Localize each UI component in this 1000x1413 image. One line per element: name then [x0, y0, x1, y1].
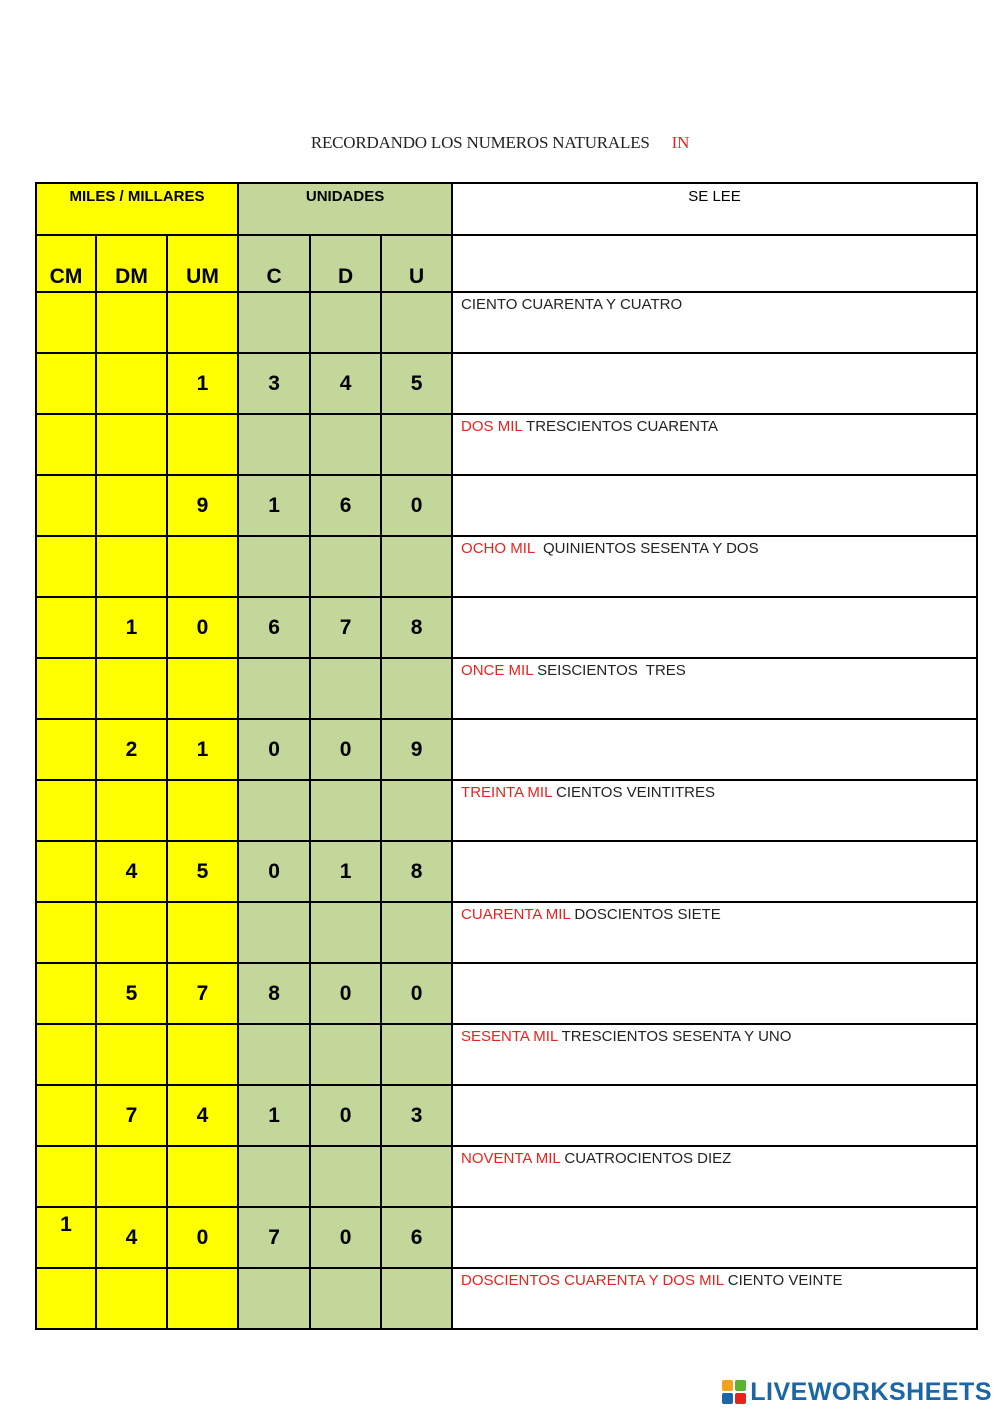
- digit-cell-dm: 1: [96, 597, 167, 658]
- table-row: [36, 902, 977, 963]
- reading-cell[interactable]: [452, 1207, 977, 1268]
- digit-cell-u: 8: [381, 597, 452, 658]
- digit-cell-c: 1: [238, 475, 310, 536]
- digit-cell-um[interactable]: [167, 1268, 238, 1329]
- digit-cell-d[interactable]: [310, 780, 381, 841]
- reading-thousands-part: DOS MIL: [461, 418, 523, 435]
- digit-cell-d[interactable]: [310, 902, 381, 963]
- digit-cell-um[interactable]: [167, 658, 238, 719]
- digit-cell-c[interactable]: [238, 292, 310, 353]
- reading-units-part: DOSCIENTOS SIETE: [570, 906, 721, 923]
- title-text: RECORDANDO LOS NUMEROS NATURALES: [310, 133, 650, 152]
- digit-cell-dm[interactable]: [96, 1146, 167, 1207]
- digit-cell-um: 1: [167, 719, 238, 780]
- digit-cell-u: 6: [381, 1207, 452, 1268]
- digit-cell-cm[interactable]: [36, 780, 96, 841]
- digit-cell-um[interactable]: [167, 414, 238, 475]
- place-value-table: [35, 182, 978, 1330]
- table-row: [36, 841, 977, 902]
- digit-cell-dm: 2: [96, 719, 167, 780]
- digit-cell-d[interactable]: [310, 1146, 381, 1207]
- reading-cell: [452, 1146, 977, 1207]
- digit-cell-dm[interactable]: [96, 414, 167, 475]
- digit-cell-um[interactable]: [167, 536, 238, 597]
- digit-cell-um[interactable]: [167, 1146, 238, 1207]
- digit-cell-um: 4: [167, 1085, 238, 1146]
- reading-cell[interactable]: [452, 963, 977, 1024]
- table-row: [36, 780, 977, 841]
- column-u: U: [381, 235, 452, 292]
- digit-cell-cm[interactable]: [36, 719, 96, 780]
- reading-cell: [452, 658, 977, 719]
- reading-cell[interactable]: [452, 597, 977, 658]
- digit-cell-dm: 4: [96, 1207, 167, 1268]
- liveworksheets-logo: [722, 1377, 992, 1407]
- column-um: UM: [167, 235, 238, 292]
- digit-cell-um[interactable]: [167, 1024, 238, 1085]
- reading-thousands-part: NOVENTA MIL: [461, 1150, 561, 1167]
- table-row: [36, 414, 977, 475]
- worksheet-title: [0, 133, 1000, 153]
- table-row: [36, 1207, 977, 1268]
- reading-units-part: TRESCIENTOS SESENTA Y UNO: [557, 1028, 792, 1045]
- reading-thousands-part: SESENTA MIL: [461, 1028, 558, 1045]
- header-se-lee: SE LEE: [452, 183, 977, 235]
- digit-cell-um[interactable]: [167, 780, 238, 841]
- digit-cell-c[interactable]: [238, 1024, 310, 1085]
- title-tag: IN: [671, 133, 690, 152]
- reading-cell: [452, 536, 977, 597]
- digit-cell-u: 0: [381, 963, 452, 1024]
- table-row: [36, 1024, 977, 1085]
- reading-thousands-part: ONCE MIL: [461, 662, 533, 679]
- table-row: [36, 658, 977, 719]
- digit-cell-cm[interactable]: [36, 353, 96, 414]
- table-row: [36, 536, 977, 597]
- digit-cell-um[interactable]: [167, 902, 238, 963]
- table-row: [36, 1268, 977, 1329]
- digit-cell-u: 8: [381, 841, 452, 902]
- reading-units-part: CIENTOS VEINTITRES: [551, 784, 715, 801]
- digit-cell-u: 9: [381, 719, 452, 780]
- digit-cell-cm[interactable]: [36, 1024, 96, 1085]
- digit-cell-d: 0: [310, 963, 381, 1024]
- reading-units-part: QUINIENTOS SESENTA Y DOS: [534, 540, 759, 557]
- reading-cell: [452, 1268, 977, 1329]
- table-row: [36, 719, 977, 780]
- reading-cell[interactable]: [452, 841, 977, 902]
- digit-cell-cm[interactable]: [36, 292, 96, 353]
- digit-cell-d: 0: [310, 1085, 381, 1146]
- digit-cell-d[interactable]: [310, 292, 381, 353]
- table-row: [36, 963, 977, 1024]
- digit-cell-cm[interactable]: [36, 658, 96, 719]
- digit-cell-c[interactable]: [238, 414, 310, 475]
- digit-cell-c: 6: [238, 597, 310, 658]
- digit-cell-u[interactable]: [381, 902, 452, 963]
- digit-cell-um: 0: [167, 1207, 238, 1268]
- digit-cell-c: 8: [238, 963, 310, 1024]
- digit-cell-c: 0: [238, 719, 310, 780]
- digit-cell-cm[interactable]: [36, 597, 96, 658]
- digit-cell-cm[interactable]: [36, 475, 96, 536]
- digit-cell-u[interactable]: [381, 1268, 452, 1329]
- digit-cell-dm[interactable]: [96, 1024, 167, 1085]
- reading-units-part: CIENTO CUARENTA Y CUATRO: [461, 296, 683, 313]
- digit-cell-um: 0: [167, 597, 238, 658]
- digit-cell-dm[interactable]: [96, 780, 167, 841]
- digit-cell-c[interactable]: [238, 780, 310, 841]
- digit-cell-u: 0: [381, 475, 452, 536]
- reading-cell[interactable]: [452, 1085, 977, 1146]
- digit-cell-dm[interactable]: [96, 475, 167, 536]
- digit-cell-d: 0: [310, 719, 381, 780]
- digit-cell-c: 3: [238, 353, 310, 414]
- digit-cell-u[interactable]: [381, 780, 452, 841]
- reading-thousands-part: CUARENTA MIL: [461, 906, 571, 923]
- digit-cell-dm: 5: [96, 963, 167, 1024]
- digit-cell-dm[interactable]: [96, 1268, 167, 1329]
- digit-cell-um: 5: [167, 841, 238, 902]
- digit-cell-d[interactable]: [310, 536, 381, 597]
- table-row: [36, 292, 977, 353]
- liveworksheets-icon: [722, 1380, 746, 1404]
- digit-cell-c[interactable]: [238, 658, 310, 719]
- digit-cell-dm: 7: [96, 1085, 167, 1146]
- reading-units-part: CUATROCIENTOS DIEZ: [560, 1150, 732, 1167]
- table-row: [36, 475, 977, 536]
- reading-units-part: CIENTO VEINTE: [723, 1272, 843, 1289]
- table-row: [36, 1085, 977, 1146]
- digit-cell-d: 7: [310, 597, 381, 658]
- digit-cell-dm: 4: [96, 841, 167, 902]
- digit-cell-um: 9: [167, 475, 238, 536]
- digit-cell-c: 0: [238, 841, 310, 902]
- digit-cell-dm[interactable]: [96, 353, 167, 414]
- column-cm: CM: [36, 235, 96, 292]
- digit-cell-d[interactable]: [310, 658, 381, 719]
- digit-cell-u: 3: [381, 1085, 452, 1146]
- reading-units-part: SEISCIENTOS TRES: [532, 662, 686, 679]
- digit-cell-cm[interactable]: [36, 536, 96, 597]
- column-c: C: [238, 235, 310, 292]
- digit-cell-cm[interactable]: [36, 841, 96, 902]
- reading-thousands-part: TREINTA MIL: [461, 784, 552, 801]
- reading-thousands-part: OCHO MIL: [461, 540, 535, 557]
- digit-cell-dm[interactable]: [96, 658, 167, 719]
- digit-cell-u[interactable]: [381, 1146, 452, 1207]
- digit-cell-c[interactable]: [238, 536, 310, 597]
- digit-cell-d: 0: [310, 1207, 381, 1268]
- digit-cell-um: 7: [167, 963, 238, 1024]
- reading-cell: [452, 1024, 977, 1085]
- digit-cell-d[interactable]: [310, 1268, 381, 1329]
- digit-cell-u[interactable]: [381, 292, 452, 353]
- reading-cell: [452, 780, 977, 841]
- digit-cell-cm[interactable]: [36, 902, 96, 963]
- digit-cell-u: 5: [381, 353, 452, 414]
- digit-cell-d: 4: [310, 353, 381, 414]
- column-d: D: [310, 235, 381, 292]
- digit-cell-cm[interactable]: [36, 963, 96, 1024]
- digit-cell-dm[interactable]: [96, 292, 167, 353]
- digit-cell-c[interactable]: [238, 1268, 310, 1329]
- reading-cell[interactable]: [452, 475, 977, 536]
- digit-cell-c: 1: [238, 1085, 310, 1146]
- reading-cell[interactable]: [452, 719, 977, 780]
- reading-cell: [452, 292, 977, 353]
- digit-cell-um[interactable]: [167, 292, 238, 353]
- digit-cell-um: 1: [167, 353, 238, 414]
- brand-text: LIVEWORKSHEETS: [750, 1377, 992, 1406]
- column-se-lee-blank: [452, 235, 977, 292]
- table-row: [36, 1146, 977, 1207]
- digit-cell-d: 1: [310, 841, 381, 902]
- header-unidades: UNIDADES: [238, 183, 452, 235]
- reading-cell: [452, 414, 977, 475]
- digit-cell-cm[interactable]: [36, 1085, 96, 1146]
- table-row: [36, 353, 977, 414]
- digit-cell-c[interactable]: [238, 902, 310, 963]
- reading-thousands-part: DOSCIENTOS CUARENTA Y DOS MIL: [461, 1272, 724, 1289]
- reading-cell: [452, 902, 977, 963]
- digit-cell-dm[interactable]: [96, 536, 167, 597]
- digit-cell-cm[interactable]: [36, 414, 96, 475]
- digit-cell-u[interactable]: [381, 1024, 452, 1085]
- digit-cell-cm[interactable]: [36, 1146, 96, 1207]
- digit-cell-u[interactable]: [381, 536, 452, 597]
- digit-cell-d[interactable]: [310, 1024, 381, 1085]
- column-dm: DM: [96, 235, 167, 292]
- digit-cell-d: 6: [310, 475, 381, 536]
- digit-cell-d[interactable]: [310, 414, 381, 475]
- digit-cell-u[interactable]: [381, 414, 452, 475]
- digit-cell-cm: 1: [36, 1207, 96, 1268]
- table-row: [36, 597, 977, 658]
- reading-cell[interactable]: [452, 353, 977, 414]
- digit-cell-u[interactable]: [381, 658, 452, 719]
- digit-cell-c: 7: [238, 1207, 310, 1268]
- header-miles: MILES / MILLARES: [36, 183, 238, 235]
- digit-cell-c[interactable]: [238, 1146, 310, 1207]
- reading-units-part: TRESCIENTOS CUARENTA: [522, 418, 719, 435]
- digit-cell-cm[interactable]: [36, 1268, 96, 1329]
- digit-cell-dm[interactable]: [96, 902, 167, 963]
